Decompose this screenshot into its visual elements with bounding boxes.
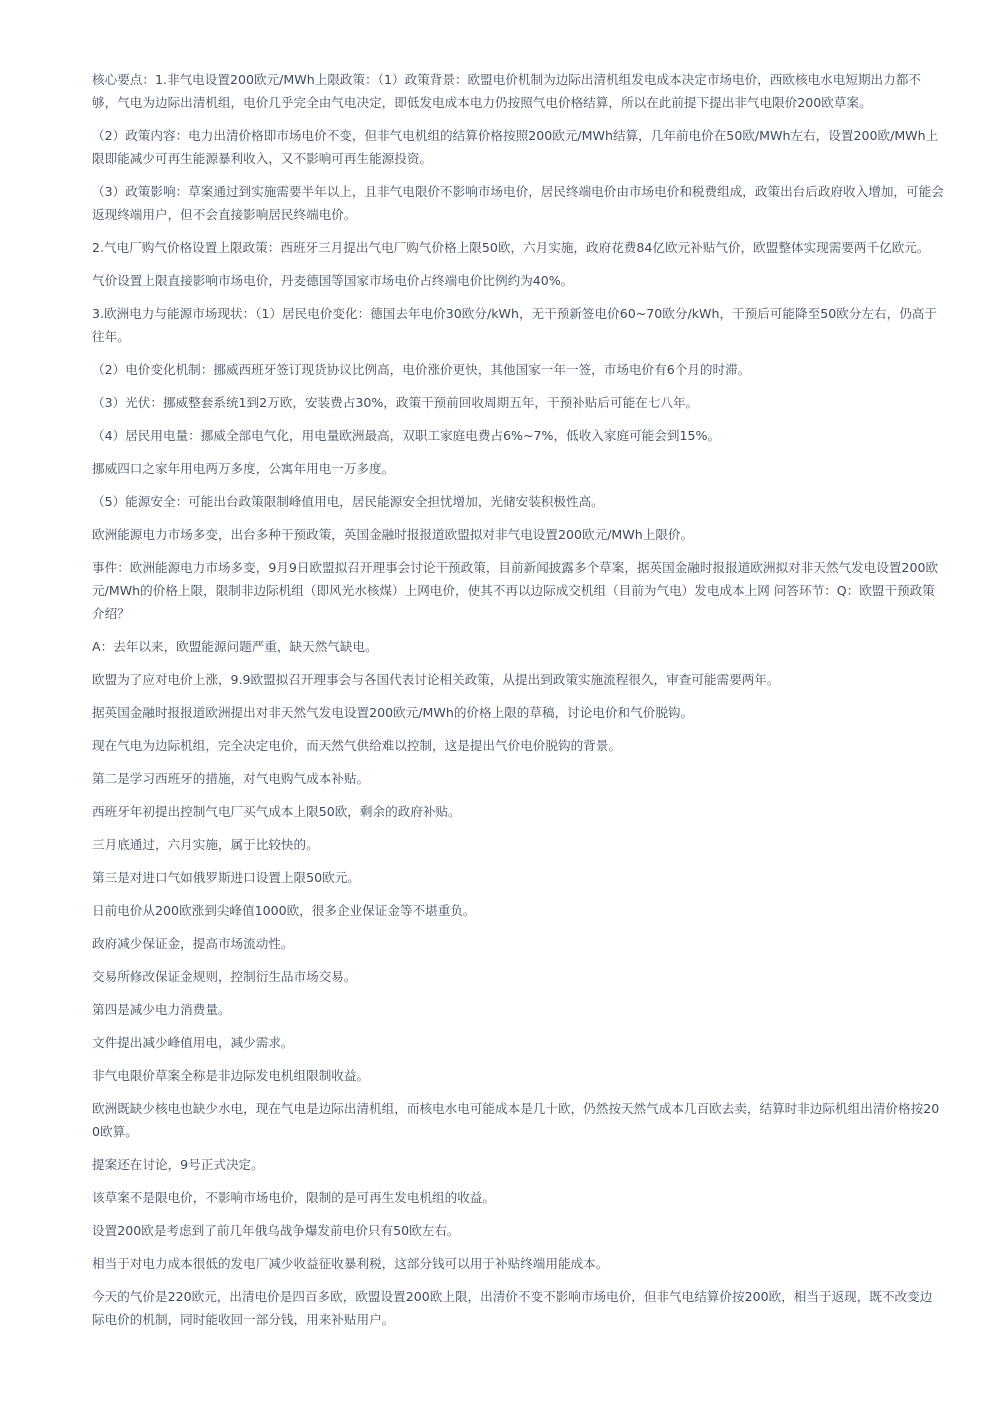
paragraph-price-mechanism: （2）电价变化机制：挪威西班牙签订现货协议比例高，电价涨价更快，其他国家一年一签，市场电价有6个月的时滞。 [92,362,751,377]
document-body [92,68,944,1341]
paragraph-event-qa: 事件：欧洲能源电力市场多变，9月9日欧盟拟召开理事会讨论干预政策，目前新闻披露多个草案，据英国金融时报报道欧洲拟对非天然气发电设置200欧元/MWh的价格上限，限制非边际机组（即风光水核煤）上网电价，使其不再以边际成交机组（目前为气电）发电成本上网 问答环节：Q：欧盟干预政策介绍？ [92,560,939,621]
paragraph-spain-timeline: 三月底通过，六月实施，属于比较快的。 [92,837,319,852]
paragraph-200-rationale: 设置200欧是考虑到了前几年俄乌战争爆发前电价只有50欧左右。 [92,1223,460,1238]
paragraph-exchange-rules: 交易所修改保证金规则，控制衍生品市场交易。 [92,969,357,984]
paragraph-not-price-cap: 该草案不是限电价，不影响市场电价，限制的是可再生发电机组的收益。 [92,1190,495,1205]
paragraph-gas-price-effect: 气价设置上限直接影响市场电价，丹麦德国等国家市场电价占终端电价比例约为40%。 [92,273,574,288]
paragraph-answer-intro: A：去年以来，欧盟能源问题严重，缺天然气缺电。 [92,639,378,654]
paragraph-eu-council: 欧盟为了应对电价上涨，9.9欧盟拟召开理事会与各国代表讨论相关政策，从提出到政策实施流程很久，审查可能需要两年。 [92,672,780,687]
paragraph-market-status-residential: 3.欧洲电力与能源市场现状：（1）居民电价变化：德国去年电价30欧分/kWh，无干预新签电价60~70欧分/kWh，干预后可能降至50欧分左右，仍高于往年。 [92,306,937,344]
paragraph-market-volatility: 欧洲能源电力市场多变，出台多种干预政策，英国金融时报报道欧盟拟对非气电设置200欧元/MWh上限价。 [92,527,694,542]
paragraph-energy-security: （5）能源安全：可能出台政策限制峰值用电，居民能源安全担忧增加，光储安装积极性高。 [92,494,604,509]
paragraph-draft-full-name: 非气电限价草案全称是非边际发电机组限制收益。 [92,1068,370,1083]
paragraph-ft-report: 据英国金融时报报道欧洲提出对非天然气发电设置200欧元/MWh的价格上限的草稿，讨论电价和气价脱钩。 [92,705,694,720]
paragraph-norway-household: 挪威四口之家年用电两万多度，公寓年用电一万多度。 [92,461,395,476]
paragraph-reduce-consumption: 第四是减少电力消费量。 [92,1002,231,1017]
paragraph-nuclear-hydro: 欧洲既缺少核电也缺少水电，现在气电是边际出清机组，而核电水电可能成本是几十欧，仍然按天然气成本几百欧去卖，结算时非边际机组出清价格按200欧算。 [92,1101,940,1139]
paragraph-reduce-peak: 文件提出减少峰值用电，减少需求。 [92,1035,294,1050]
paragraph-policy-content: （2）政策内容：电力出清价格即市场电价不变，但非气电机组的结算价格按照200欧元/MWh结算，几年前电价在50欧/MWh左右，设置200欧/MWh上限即能减少可再生能源暴利收入，又不影响可再生能源投资。 [92,128,939,166]
paragraph-spain-cap: 西班牙年初提出控制气电厂买气成本上限50欧，剩余的政府补贴。 [92,804,461,819]
paragraph-proposal-decision: 提案还在讨论，9号正式决定。 [92,1157,264,1172]
paragraph-windfall-tax: 相当于对电力成本很低的发电厂减少收益征收暴利税，这部分钱可以用于补贴终端用能成本。 [92,1256,609,1271]
paragraph-solar: （3）光伏：挪威整套系统1到2万欧，安装费占30%，政策干预前回收周期五年，干预补贴后可能在七八年。 [92,395,699,410]
paragraph-decoupling-background: 现在气电为边际机组，完全决定电价，而天然气供给难以控制，这是提出气价电价脱钩的背景。 [92,738,621,753]
paragraph-import-cap: 第三是对进口气如俄罗斯进口设置上限50欧元。 [92,870,360,885]
paragraph-policy-impact: （3）政策影响：草案通过到实施需要半年以上，且非气电限价不影响市场电价，居民终端电价由市场电价和税费组成，政策出台后政府收入增加，可能会返现终端用户，但不会直接影响居民终端电价。 [92,184,944,222]
paragraph-spain-measure: 第二是学习西班牙的措施，对气电购气成本补贴。 [92,771,370,786]
paragraph-gas-price-cap: 2.气电厂购气价格设置上限政策：西班牙三月提出气电厂购气价格上限50欧，六月实施，政府花费84亿欧元补贴气价，欧盟整体实现需要两千亿欧元。 [92,240,930,255]
paragraph-residential-usage: （4）居民用电量：挪威全部电气化，用电量欧洲最高，双职工家庭电费占6%~7%，低收入家庭可能会到15%。 [92,428,721,443]
paragraph-today-gas-price: 今天的气价是220欧元，出清电价是四百多欧，欧盟设置200欧上限，出清价不变不影响市场电价，但非气电结算价按200欧，相当于返现，既不改变边际电价的机制，同时能收回一部分钱，用来补贴用户。 [92,1289,933,1327]
paragraph-reduce-margin: 政府减少保证金，提高市场流动性。 [92,936,294,951]
paragraph-key-points-policy-background: 核心要点：1.非气电设置200欧元/MWh上限政策：（1）政策背景：欧盟电价机制为边际出清机组发电成本决定市场电价，西欧核电水电短期出力都不够，气电为边际出清机组，电价几乎完全由气电决定，即低发电成本电力仍按照气电价格结算，所以在此前提下提出非气电限价200欧草案。 [92,72,921,110]
paragraph-day-ahead-price: 日前电价从200欧涨到尖峰值1000欧，很多企业保证金等不堪重负。 [92,903,476,918]
